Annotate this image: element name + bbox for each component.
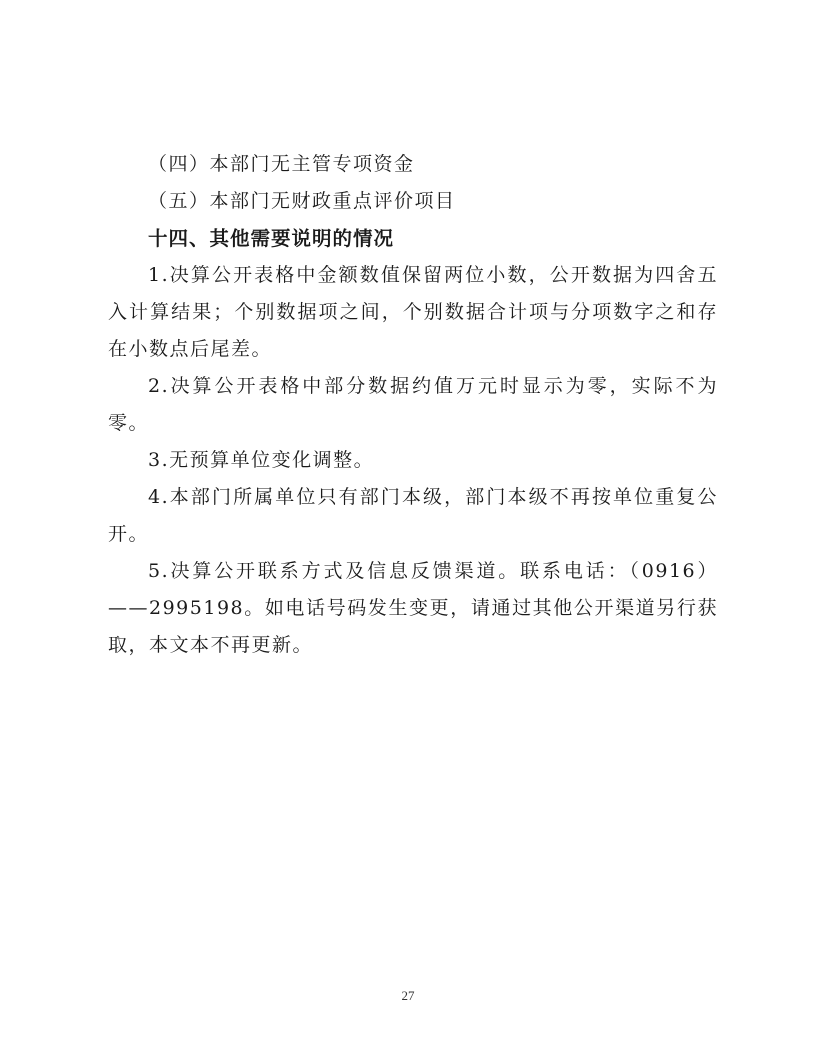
page-number: 27 — [401, 988, 415, 1003]
document-body — [108, 146, 718, 664]
note-1: 1.决算公开表格中金额数值保留两位小数，公开数据为四舍五入计算结果；个别数据项之间，个别数据合计项与分项数字之和存在小数点后尾差。 — [108, 264, 718, 360]
note-4: 4.本部门所属单位只有部门本级，部门本级不再按单位重复公开。 — [108, 486, 718, 545]
note-2: 2.决算公开表格中部分数据约值万元时显示为零，实际不为零。 — [108, 375, 718, 434]
paragraph-no-special-funds: （四）本部门无主管专项资金 — [148, 153, 415, 175]
note-3: 3.无预算单位变化调整。 — [148, 449, 375, 471]
section-heading: 十四、其他需要说明的情况 — [148, 227, 395, 250]
note-5: 5.决算公开联系方式及信息反馈渠道。联系电话：（0916）——2995198。如电话号码发生变更，请通过其他公开渠道另行获取，本文本不再更新。 — [108, 560, 718, 656]
paragraph-no-key-evaluation-projects: （五）本部门无财政重点评价项目 — [148, 190, 456, 212]
